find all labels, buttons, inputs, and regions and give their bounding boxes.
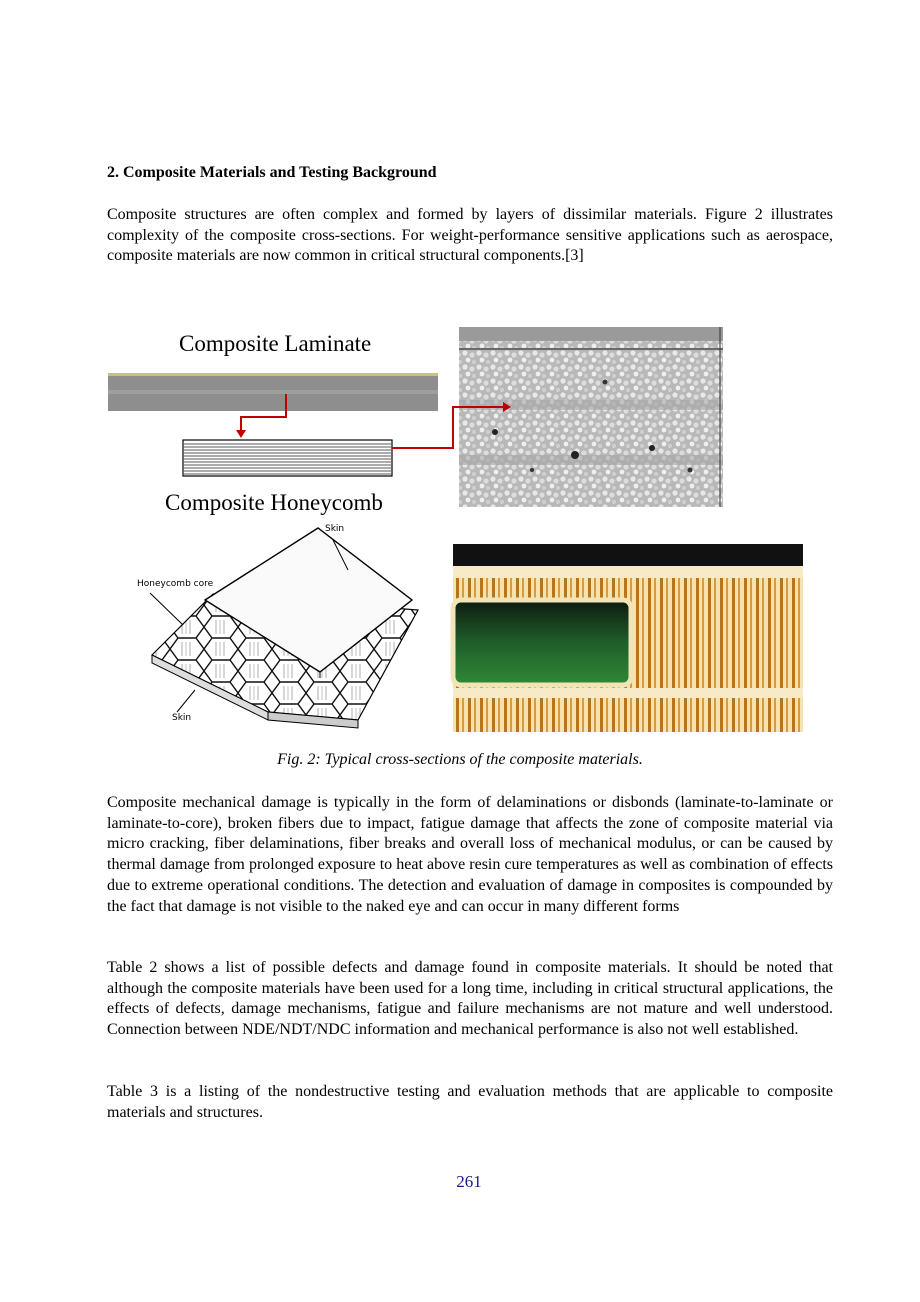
honeycomb-photo-image <box>453 544 803 732</box>
skin-label-bottom: Skin <box>172 713 192 723</box>
laminate-label: Composite Laminate <box>179 331 372 356</box>
laminate-micrograph-image <box>459 327 723 507</box>
section-heading: 2. Composite Materials and Testing Background <box>107 164 437 181</box>
figure-caption: Fig. 2: Typical cross-sections of the composite materials. <box>277 751 643 768</box>
honeycomb-core-label: Honeycomb core <box>137 579 214 589</box>
paragraph-table-2: Table 2 shows a list of possible defects and damage found in composite materials. It should be noted that although the composite materials have been used for a long time, including in critical structural applications, the effects of defects, damage mechanisms, fatigue and failure mechanisms are not mature and well understood. Connection between NDE/NDT/NDC information and mechanical performance is also not well established. <box>107 959 833 1039</box>
honeycomb-drawing-image <box>150 528 418 728</box>
honeycomb-label: Composite Honeycomb <box>165 490 383 515</box>
page-number: 261 <box>456 1172 482 1191</box>
laminate-layers-image <box>183 440 392 476</box>
paragraph-table-3: Table 3 is a listing of the nondestructive testing and evaluation methods that are applicable to composite materials and structures. <box>107 1083 833 1121</box>
paragraph-damage: Composite mechanical damage is typically in the form of delaminations or disbonds (laminate-to-laminate or laminate-to-core), broken fibers due to impact, fatigue damage that affects the zone of composite material via micro cracking, fiber delaminations, fiber breaks and overall loss of mechanical modulus, or can be caused by thermal damage from prolonged exposure to heat above resin cure temperatures as well as combination of effects due to extreme operational conditions. The detection and evaluation of damage in composites is compounded by the fact that damage is not visible to the naked eye and can occur in many different forms <box>107 794 833 915</box>
paragraph-intro: Composite structures are often complex and formed by layers of dissimilar materials. Figure 2 illustrates complexity of the composite cross-sections. For weight-performance sensitive applications such as aerospace, composite materials are now common in critical structural components.[3] <box>107 206 833 265</box>
laminate-bar-image <box>108 373 438 411</box>
skin-label-top: Skin <box>325 524 345 534</box>
